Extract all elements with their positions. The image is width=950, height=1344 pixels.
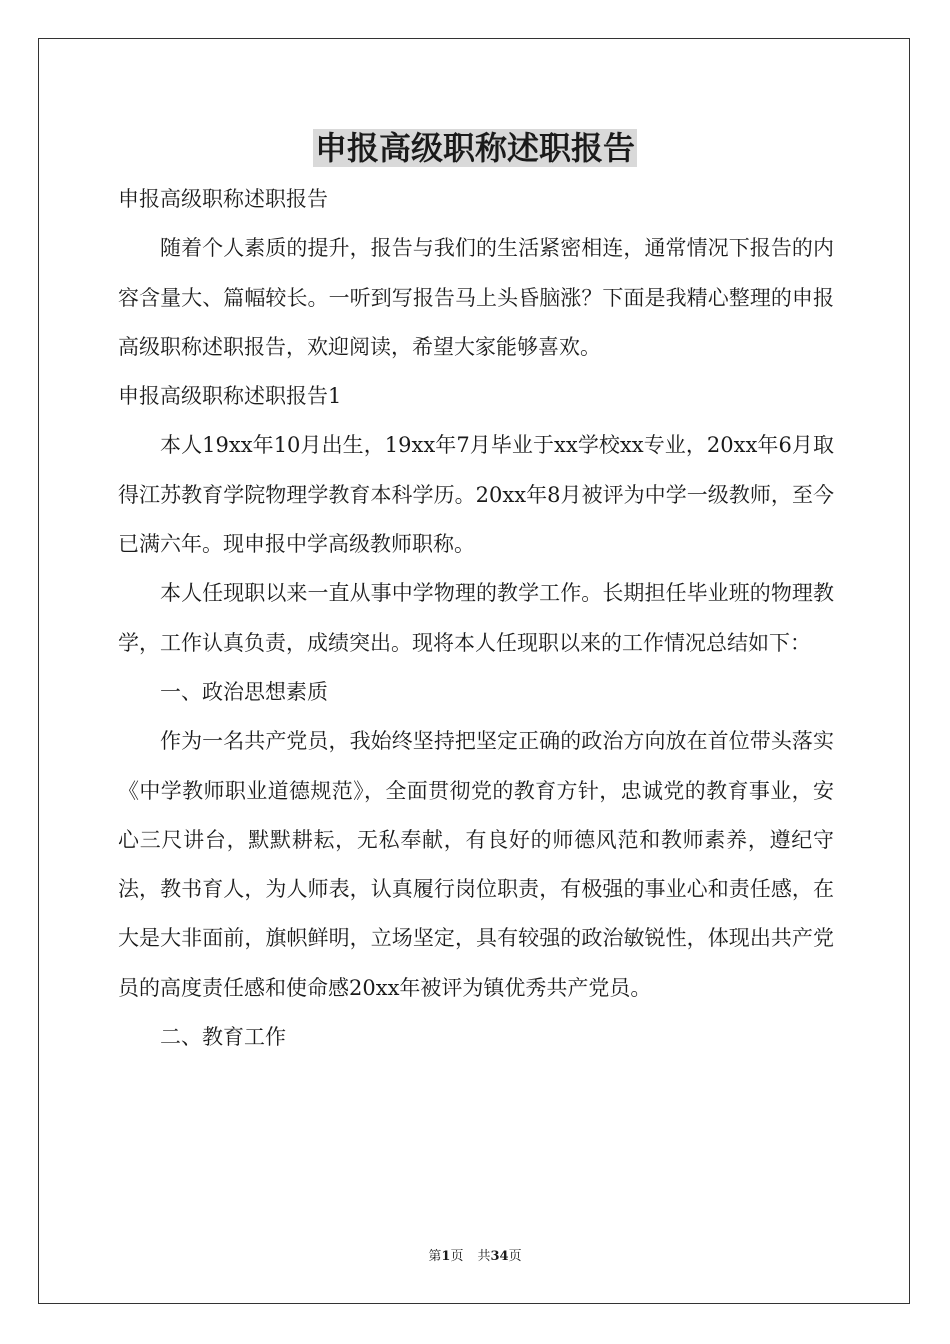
document-title-text: 申报高级职称述职报告	[314, 129, 635, 167]
footer-total-pages: 34	[490, 1249, 509, 1264]
footer-total-suffix: 页	[508, 1249, 522, 1264]
paragraph: 申报高级职称述职报告1	[118, 384, 342, 409]
page-footer	[0, 1248, 950, 1266]
paragraph: 本人19xx年10月出生，19xx年7月毕业于xx学校xx专业，20xx年6月取得江苏教育学院物理学教育本科学历。20xx年8月被评为中学一级教师，至今已满六年。现申报中学高级教师职称。	[118, 433, 834, 557]
footer-page-suffix: 页	[450, 1249, 464, 1264]
document-body	[118, 175, 834, 1062]
paragraph: 本人任现职以来一直从事中学物理的教学工作。长期担任毕业班的物理教学，工作认真负责，成绩突出。现将本人任现职以来的工作情况总结如下：	[118, 581, 834, 655]
paragraph: 申报高级职称述职报告	[118, 187, 328, 211]
paragraph: 一、政治思想素质	[160, 679, 328, 704]
paragraph: 作为一名共产党员，我始终坚持把坚定正确的政治方向放在首位带头落实《中学教师职业道德规范》，全面贯彻党的教育方针，忠诚党的教育事业，安心三尺讲台，默默耕耘，无私奉献，有良好的师德风范和教师素养，遵纪守法，教书育人，为人师表，认真履行岗位职责，有极强的事业心和责任感，在大是大非面前，旗帜鲜明，立场坚定，具有较强的政治敏锐性，体现出共产党员的高度责任感和使命感20xx年被评为镇优秀共产党员。	[118, 729, 834, 1000]
document-title	[0, 124, 950, 172]
footer-page-prefix: 第	[428, 1249, 442, 1264]
paragraph: 随着个人素质的提升，报告与我们的生活紧密相连，通常情况下报告的内容含量大、篇幅较长。一听到写报告马上头昏脑涨？下面是我精心整理的申报高级职称述职报告，欢迎阅读，希望大家能够喜欢。	[118, 236, 834, 359]
footer-total-prefix: 共	[477, 1249, 491, 1264]
paragraph: 二、教育工作	[160, 1025, 286, 1050]
footer-page-number: 1	[441, 1249, 451, 1264]
